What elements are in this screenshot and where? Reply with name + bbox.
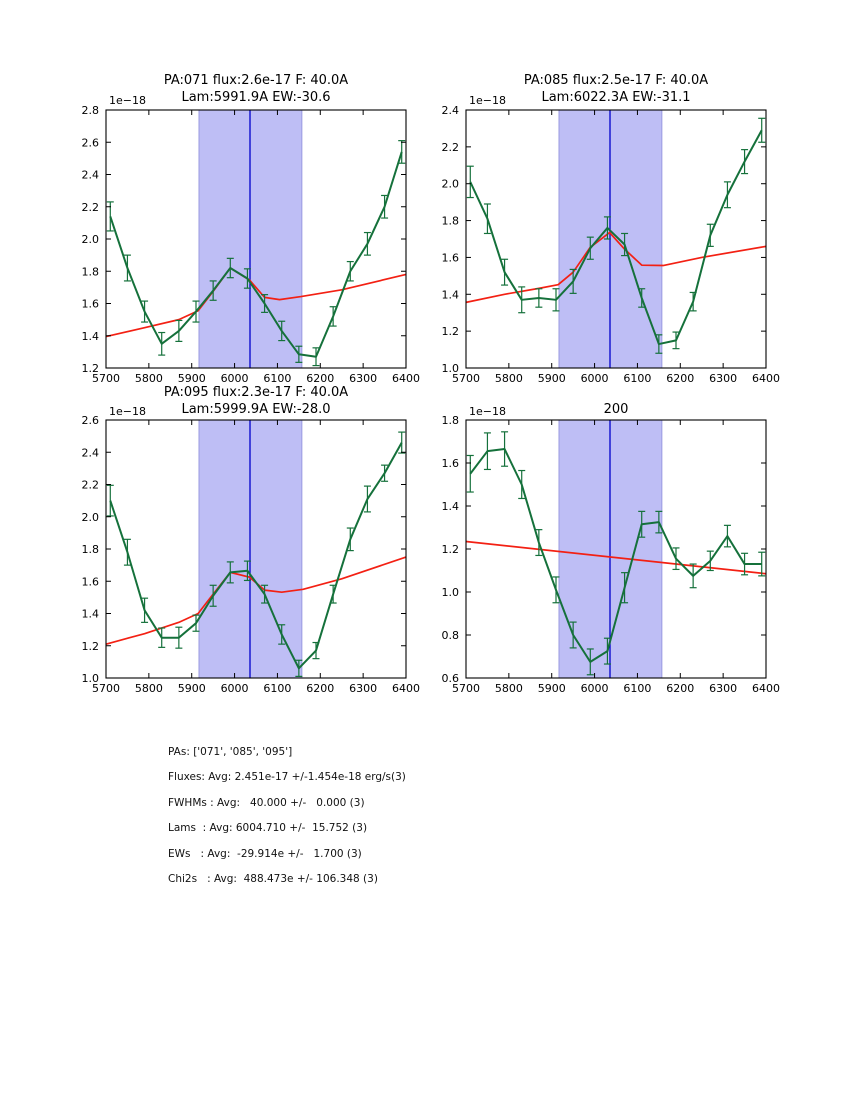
y-tick-label: 2.4 <box>81 446 99 460</box>
summary-fwhms: FWHMs : Avg: 40.000 +/- 0.000 (3) <box>168 796 365 809</box>
y-tick-label: 1.8 <box>441 214 459 228</box>
subplot-4-offset-label: 1e−18 <box>469 405 506 418</box>
x-tick-label: 6200 <box>306 682 335 695</box>
y-tick-label: 1.2 <box>441 543 459 556</box>
y-tick-label: 0.8 <box>441 629 459 642</box>
subplot-3-offset-label: 1e−18 <box>109 405 146 418</box>
x-tick-label: 6100 <box>263 372 292 385</box>
x-tick-label: 6400 <box>392 372 420 385</box>
subplot-1-offset-label: 1e−18 <box>109 94 146 107</box>
x-tick-label: 5900 <box>177 682 206 695</box>
y-tick-label: 2.2 <box>441 140 459 154</box>
x-tick-label: 6000 <box>220 682 249 695</box>
x-tick-label: 5800 <box>494 372 523 385</box>
subplot-2-title-line1: PA:085 flux:2.5e-17 F: 40.0A <box>523 73 709 88</box>
x-tick-label: 6400 <box>392 682 420 695</box>
subplot-2 <box>442 104 781 385</box>
y-tick-label: 1.6 <box>441 251 459 265</box>
x-tick-label: 6000 <box>220 372 249 385</box>
summary-lams: Lams : Avg: 6004.710 +/- 15.752 (3) <box>168 822 368 835</box>
x-tick-label: 5700 <box>452 682 480 695</box>
y-tick-label: 2.4 <box>81 168 99 182</box>
y-tick-label: 1.0 <box>81 672 99 685</box>
y-tick-label: 2.2 <box>81 200 99 214</box>
x-tick-label: 6000 <box>580 682 609 695</box>
subplot-3 <box>82 414 421 695</box>
y-tick-label: 1.4 <box>81 329 99 343</box>
y-tick-label: 2.8 <box>81 104 99 117</box>
y-tick-label: 2.4 <box>441 104 459 117</box>
summary-fluxes: Fluxes: Avg: 2.451e-17 +/-1.454e-18 erg/s(3) <box>168 771 406 784</box>
y-tick-label: 1.8 <box>81 265 99 279</box>
summary-ews: EWs : Avg: -29.914e +/- 1.700 (3) <box>168 847 362 860</box>
y-tick-label: 2.0 <box>81 233 99 246</box>
x-tick-label: 6300 <box>709 372 738 385</box>
x-tick-label: 5800 <box>494 682 523 695</box>
x-tick-label: 6200 <box>306 372 335 385</box>
x-tick-label: 6100 <box>623 682 652 695</box>
x-tick-label: 5700 <box>452 372 480 385</box>
y-tick-label: 2.0 <box>441 177 459 191</box>
subplot-3-title-line1: PA:095 flux:2.3e-17 F: 40.0A <box>163 385 349 400</box>
subplot-2-title-line2: Lam:6022.3A EW:-31.1 <box>541 90 691 105</box>
subplot-2-offset-label: 1e−18 <box>469 94 506 107</box>
y-tick-label: 1.6 <box>81 575 99 589</box>
x-tick-label: 5900 <box>177 372 206 385</box>
x-tick-label: 5700 <box>92 682 120 695</box>
x-tick-label: 6100 <box>263 682 292 695</box>
y-tick-label: 1.2 <box>81 639 99 653</box>
subplot-4-title-line1: 200 <box>603 402 629 417</box>
subplot-4 <box>442 414 781 695</box>
subplot-1-title-line2: Lam:5991.9A EW:-30.6 <box>181 90 331 105</box>
y-tick-label: 1.2 <box>81 362 99 375</box>
y-tick-label: 1.4 <box>81 607 99 621</box>
subplot-1 <box>82 104 421 385</box>
x-tick-label: 6400 <box>752 372 780 385</box>
x-tick-label: 6100 <box>623 372 652 385</box>
y-tick-label: 2.2 <box>81 478 99 492</box>
x-tick-label: 5800 <box>134 372 163 385</box>
x-tick-label: 6000 <box>580 372 609 385</box>
x-tick-label: 5700 <box>92 372 120 385</box>
summary-block <box>168 747 406 899</box>
y-tick-label: 1.8 <box>81 543 99 556</box>
x-tick-label: 6300 <box>709 682 738 695</box>
x-tick-label: 6200 <box>666 682 695 695</box>
y-tick-label: 1.6 <box>81 297 99 311</box>
x-tick-label: 6200 <box>666 372 695 385</box>
x-tick-label: 6300 <box>349 372 378 385</box>
y-tick-label: 1.4 <box>441 500 459 513</box>
subplot-1-title-line1: PA:071 flux:2.6e-17 F: 40.0A <box>163 73 349 88</box>
y-tick-label: 1.2 <box>441 325 459 339</box>
subplot-3-title-line2: Lam:5999.9A EW:-28.0 <box>181 402 331 417</box>
y-tick-label: 1.8 <box>441 414 459 427</box>
x-tick-label: 5900 <box>537 372 566 385</box>
y-tick-label: 2.0 <box>81 510 99 524</box>
summary-chi2s: Chi2s : Avg: 488.473e +/- 106.348 (3) <box>168 872 378 885</box>
x-tick-label: 6300 <box>349 682 378 695</box>
y-tick-label: 1.0 <box>441 586 459 599</box>
y-tick-label: 1.4 <box>441 288 459 302</box>
y-tick-label: 2.6 <box>81 136 99 150</box>
x-tick-label: 5900 <box>537 682 566 695</box>
x-tick-label: 6400 <box>752 682 780 695</box>
y-tick-label: 2.6 <box>81 414 99 427</box>
y-tick-label: 0.6 <box>441 672 459 685</box>
x-tick-label: 5800 <box>134 682 163 695</box>
y-tick-label: 1.0 <box>441 362 459 375</box>
summary-pas: PAs: ['071', '085', '095'] <box>168 746 293 758</box>
y-tick-label: 1.6 <box>441 457 459 470</box>
